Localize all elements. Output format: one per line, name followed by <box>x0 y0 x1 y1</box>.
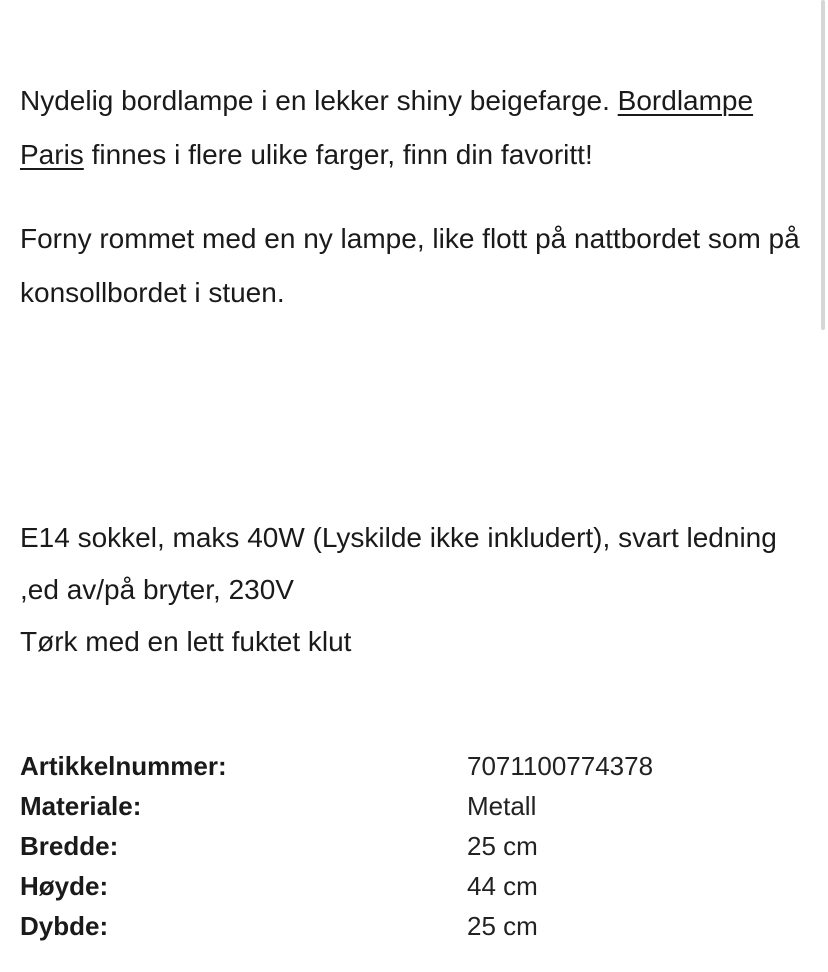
spec-value: 7071100774378 <box>467 750 654 781</box>
description-text-rest: finnes i flere ulike farger, finn din favoritt! <box>83 139 593 170</box>
table-row <box>20 826 810 866</box>
spec-key: Dybde: <box>20 910 109 941</box>
product-description <box>20 74 810 320</box>
table-row <box>20 866 810 906</box>
scrollbar[interactable] <box>821 0 825 330</box>
technical-info <box>20 512 810 668</box>
spec-key: Materiale: <box>20 790 142 821</box>
description-text-intro: Nydelig bordlampe i en lekker shiny beigefarge. <box>20 85 618 116</box>
description-paragraph-2: Forny rommet med en ny lampe, like flott på nattbordet som på konsollbordet i stuen. <box>20 223 800 308</box>
specifications-table <box>20 746 810 946</box>
spec-key: Artikkelnummer: <box>20 750 227 781</box>
table-row <box>20 746 810 786</box>
care-instructions: Tørk med en lett fuktet klut <box>20 626 352 657</box>
bordlampe-paris-link[interactable]: Bordlampe Paris <box>20 85 754 170</box>
spec-value: 25 cm <box>467 830 538 861</box>
spec-key: Høyde: <box>20 870 109 901</box>
spec-value: Metall <box>467 790 537 821</box>
description-paragraph-1 <box>20 74 810 182</box>
spec-key: Bredde: <box>20 830 119 861</box>
spec-value: 25 cm <box>467 910 538 941</box>
table-row <box>20 906 810 946</box>
spec-value: 44 cm <box>467 870 538 901</box>
table-row <box>20 786 810 826</box>
technical-info-line-1: E14 sokkel, maks 40W (Lyskilde ikke inkludert), svart ledning ,ed av/på bryter, 230V <box>20 522 777 605</box>
